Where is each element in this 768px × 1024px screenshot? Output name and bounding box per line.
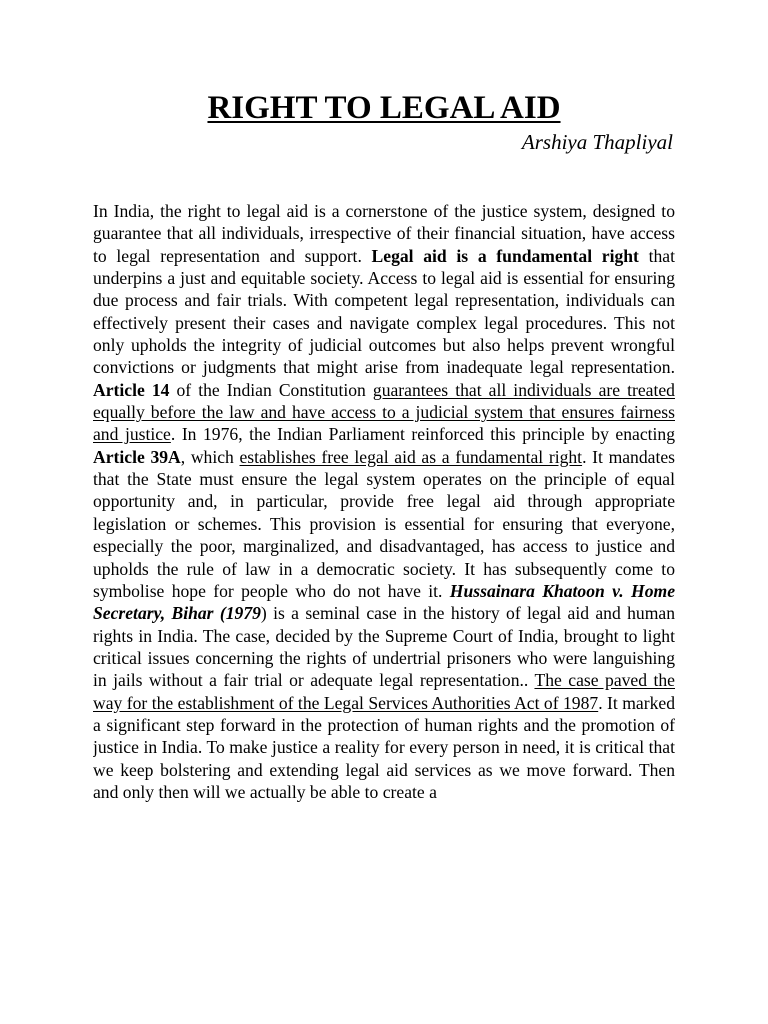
bold-text-run: Legal aid is a fundamental right — [371, 245, 639, 266]
underlined-text-run: establishes free legal aid as a fundamental right — [239, 446, 583, 467]
text-run: of the Indian Constitution — [169, 379, 373, 400]
case-citation: Hussainara Khatoon v. Home Secretary, Bihar (1979 — [93, 580, 675, 624]
body-paragraph — [93, 200, 675, 896]
text-run: . In 1976, the Indian Parliament reinforced this principle by enacting — [170, 424, 675, 445]
text-run: , which — [180, 446, 240, 467]
document-title: RIGHT TO LEGAL AID — [207, 90, 561, 126]
underlined-text-run: guarantees that all individuals are treated equally before the law and have access to a judicial system that ensures fairness and justice — [93, 379, 675, 445]
bold-text-run: Article 39A — [93, 446, 181, 467]
author-name: Arshiya Thapliyal — [521, 130, 673, 154]
text-run: . It mandates that the State must ensure the legal system operates on the principle of equal opportunity and, in particular, provide free legal aid through appropriate legislation or schemes. This provision is essential for ensuring that everyone, especially the poor, marginalized, and disadvantaged, has access to justice and upholds the rule of law in a democratic society. It has subsequently come to symbolise hope for people who do not have it. — [93, 446, 675, 601]
text-run: In India, the right to legal aid is a cornerstone of the justice system, designed to guarantee that all individuals, irrespective of their financial situation, have access to legal representation and support. — [93, 201, 675, 266]
text-run: . It marked a significant step forward in the protection of human rights and the promotion of justice in India. To make justice a reality for every person in need, it is critical that we keep bolstering and extending legal aid services as we move forward. Then and only then will we actually be able to create a — [93, 692, 675, 802]
underlined-text-run: The case paved the way for the establishment of the Legal Services Authorities Act of 1987 — [93, 670, 675, 713]
bold-text-run: Article 14 — [93, 379, 170, 400]
text-run: that underpins a just and equitable society. Access to legal aid is essential for ensuring due process and fair trials. With competent legal representation, individuals can effectively present their cases and navigate complex legal procedures. This not only upholds the integrity of judicial outcomes but also helps prevent wrongful convictions or judgments that might arise from inadequate legal representation. — [93, 245, 675, 378]
text-run: ) is a seminal case in the history of legal aid and human rights in India. The case, decided by the Supreme Court of India, brought to light critical issues concerning the rights of undertrial prisoners who were languishing in jails without a fair trial or adequate legal representation.. — [93, 603, 675, 691]
